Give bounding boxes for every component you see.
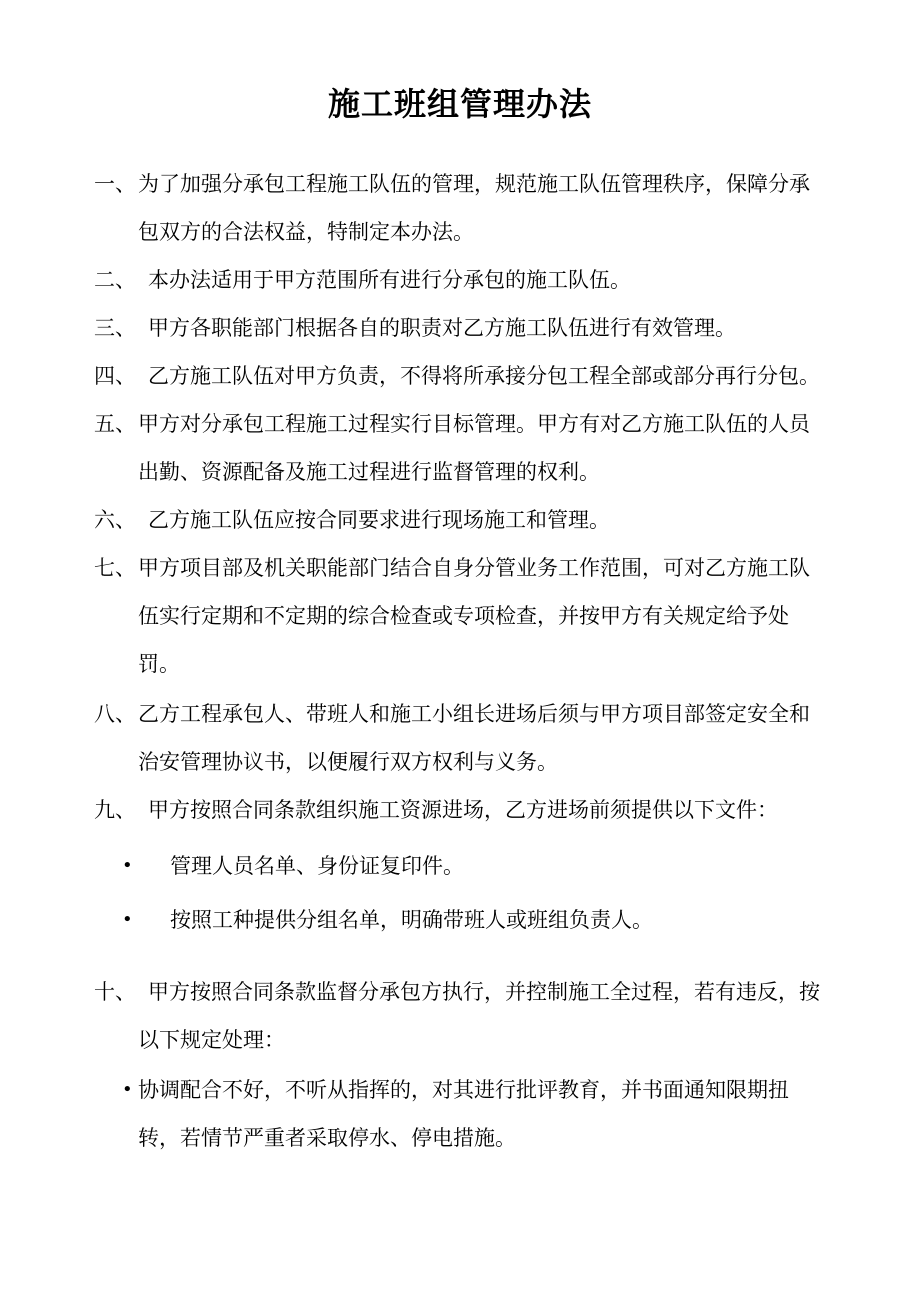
item-10-number: 十、: [94, 980, 136, 1004]
item-8-number: 八、: [94, 702, 136, 726]
item-9-line-1: 甲方按照合同条款组织施工资源进场，乙方进场前须提供以下文件：: [148, 798, 778, 822]
item-2-line-1: 本办法适用于甲方范围所有进行分承包的施工队伍。: [148, 268, 631, 292]
bullet-item-10-1-line-2: 转，若情节严重者采取停水、停电措施。: [138, 1126, 516, 1150]
item-9-number: 九、: [94, 798, 136, 822]
item-6-line-1: 乙方施工队伍应按合同要求进行现场施工和管理。: [148, 508, 610, 532]
item-8-line-2: 治安管理协议书，以便履行双方权利与义务。: [138, 750, 558, 774]
item-4-number: 四、: [94, 364, 136, 388]
item-10-line-2: 以下规定处理：: [138, 1028, 285, 1052]
item-8-line-1: 乙方工程承包人、带班人和施工小组长进场后须与甲方项目部签定安全和: [138, 702, 810, 726]
bullet-dot: •: [122, 1079, 133, 1100]
bullet-item-10-1-line-1: 协调配合不好，不听从指挥的，对其进行批评教育，并书面通知限期扭: [138, 1078, 789, 1102]
item-2-number: 二、: [94, 268, 136, 292]
item-10-line-1: 甲方按照合同条款监督分承包方执行，并控制施工全过程，若有违反，按: [148, 980, 820, 1004]
item-5-line-1: 甲方对分承包工程施工过程实行目标管理。甲方有对乙方施工队伍的人员: [138, 412, 810, 436]
page-title: 施工班组管理办法: [327, 85, 592, 123]
item-1-line-2: 包双方的合法权益，特制定本办法。: [138, 220, 474, 244]
bullet-item-9-2: 按照工种提供分组名单，明确带班人或班组负责人。: [170, 908, 653, 932]
item-7-line-1: 甲方项目部及机关职能部门结合自身分管业务工作范围，可对乙方施工队: [138, 556, 810, 580]
item-7-line-3: 罚。: [138, 652, 180, 676]
item-7-number: 七、: [94, 556, 136, 580]
item-6-number: 六、: [94, 508, 136, 532]
item-7-line-2: 伍实行定期和不定期的综合检查或专项检查，并按甲方有关规定给予处: [138, 604, 789, 628]
item-1-line-1: 为了加强分承包工程施工队伍的管理，规范施工队伍管理秩序，保障分承: [138, 172, 810, 196]
item-3-number: 三、: [94, 316, 136, 340]
bullet-dot: •: [122, 909, 133, 930]
item-5-line-2: 出勤、资源配备及施工过程进行监督管理的权利。: [138, 460, 600, 484]
item-4-line-1: 乙方施工队伍对甲方负责，不得将所承接分包工程全部或部分再行分包。: [148, 364, 820, 388]
item-3-line-1: 甲方各职能部门根据各自的职责对乙方施工队伍进行有效管理。: [148, 316, 736, 340]
item-5-number: 五、: [94, 412, 136, 436]
bullet-item-9-1: 管理人员名单、身份证复印件。: [170, 854, 464, 878]
bullet-dot: •: [122, 855, 133, 876]
item-1-number: 一、: [94, 172, 136, 196]
